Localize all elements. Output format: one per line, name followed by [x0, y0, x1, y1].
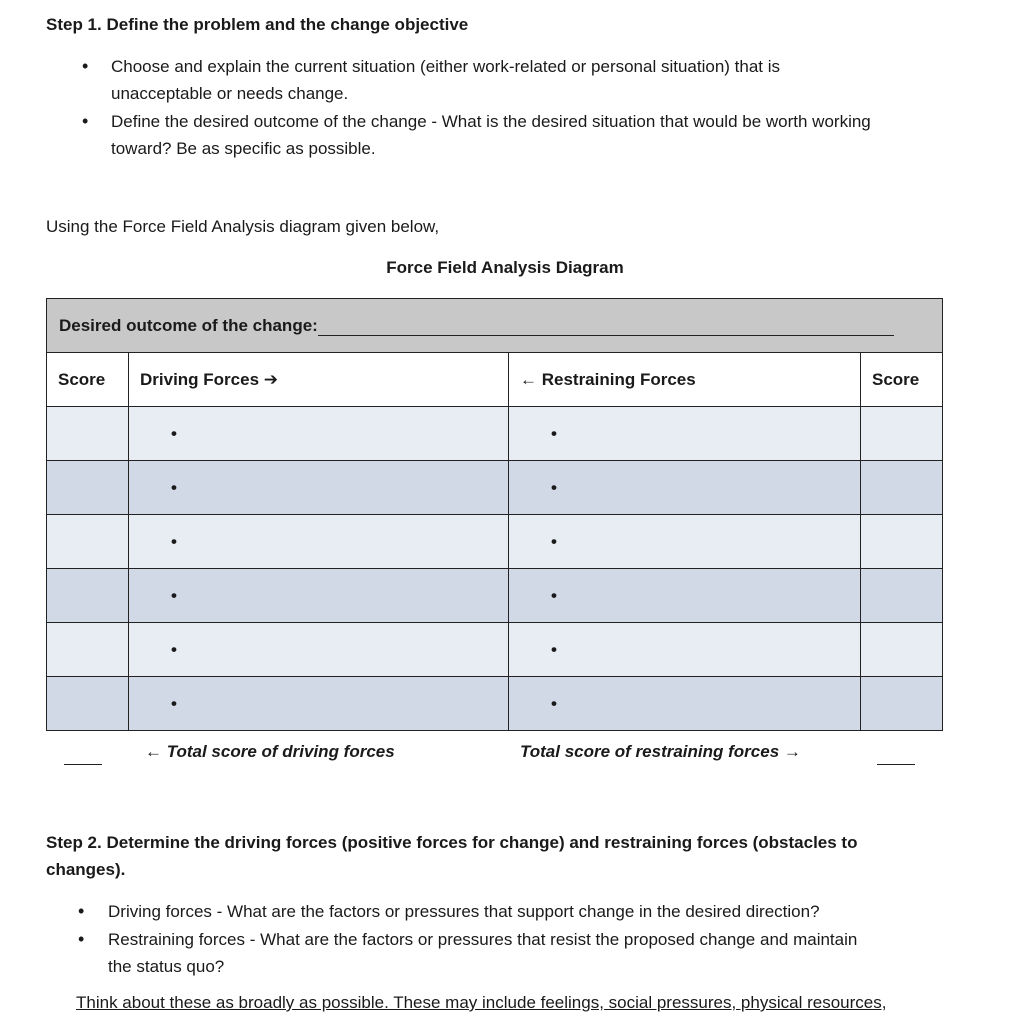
score-right-header: Score — [861, 353, 943, 407]
restraining-force-cell[interactable]: • — [509, 623, 861, 677]
score-right-cell[interactable] — [861, 407, 943, 461]
score-right-cell[interactable] — [861, 623, 943, 677]
score-left-cell[interactable] — [47, 461, 129, 515]
restraining-force-cell[interactable]: • — [509, 569, 861, 623]
score-left-cell[interactable] — [47, 407, 129, 461]
score-left-header: Score — [47, 353, 129, 407]
total-restraining-blank[interactable] — [877, 764, 915, 765]
bullet-icon: • — [78, 901, 85, 921]
score-right-cell[interactable] — [861, 677, 943, 731]
score-right-cell[interactable] — [861, 515, 943, 569]
step1-bullet-2-line1: Define the desired outcome of the change - What is the desired situation that would be worth working — [111, 112, 871, 131]
step2-heading-line1: Step 2. Determine the driving forces (positive forces for change) and restraining forces (obstacles to — [46, 833, 858, 852]
step1-bullet-2-line2: toward? Be as specific as possible. — [111, 139, 376, 158]
step1-bullet-1-line2: unacceptable or needs change. — [111, 84, 349, 103]
driving-force-cell[interactable]: • — [129, 461, 509, 515]
driving-force-cell[interactable]: • — [129, 677, 509, 731]
total-restraining-label: Total score of restraining forces → — [520, 742, 801, 761]
desired-outcome-label: Desired outcome of the change: — [59, 315, 318, 335]
driving-force-cell[interactable]: • — [129, 515, 509, 569]
restraining-force-cell[interactable]: • — [509, 677, 861, 731]
step1-bullet-1-line1: Choose and explain the current situation (either work-related or personal situation) that is — [111, 57, 781, 76]
bullet-icon: • — [82, 111, 89, 131]
step2-bullet-2-line2: the status quo? — [108, 957, 225, 976]
score-right-cell[interactable] — [861, 569, 943, 623]
think-broadly-text: Think about these as broadly as possible. These may include feelings, social pressures, physical resources, — [76, 993, 887, 1012]
table-row — [47, 623, 943, 677]
restraining-force-cell[interactable]: • — [509, 407, 861, 461]
total-driving-blank[interactable] — [64, 764, 102, 765]
score-right-cell[interactable] — [861, 461, 943, 515]
force-field-table — [46, 298, 943, 731]
desired-outcome-blank[interactable] — [318, 317, 894, 336]
score-left-cell[interactable] — [47, 515, 129, 569]
driving-force-cell[interactable]: • — [129, 569, 509, 623]
bullet-icon: • — [78, 929, 85, 949]
bullet-icon: • — [82, 56, 89, 76]
table-row — [47, 569, 943, 623]
driving-forces-header: Driving Forces ➔ — [129, 353, 509, 407]
total-driving-label: ← Total score of driving forces — [145, 742, 395, 761]
driving-force-cell[interactable]: • — [129, 407, 509, 461]
score-left-cell[interactable] — [47, 677, 129, 731]
diagram-title: Force Field Analysis Diagram — [386, 258, 624, 277]
table-row — [47, 677, 943, 731]
table-row — [47, 407, 943, 461]
desired-outcome-row — [47, 299, 943, 353]
driving-force-cell[interactable]: • — [129, 623, 509, 677]
score-left-cell[interactable] — [47, 623, 129, 677]
intro-text: Using the Force Field Analysis diagram given below, — [46, 217, 440, 236]
table-row — [47, 515, 943, 569]
table-row — [47, 461, 943, 515]
restraining-force-cell[interactable]: • — [509, 515, 861, 569]
step2-bullet-1-line1: Driving forces - What are the factors or pressures that support change in the desired direction? — [108, 902, 820, 921]
step2-heading-line2: changes). — [46, 860, 126, 879]
restraining-force-cell[interactable]: • — [509, 461, 861, 515]
score-left-cell[interactable] — [47, 569, 129, 623]
step2-bullet-2-line1: Restraining forces - What are the factors or pressures that resist the proposed change and maintain — [108, 930, 858, 949]
step1-heading: Step 1. Define the problem and the change objective — [46, 15, 469, 34]
restraining-forces-header: ← Restraining Forces — [509, 353, 861, 407]
